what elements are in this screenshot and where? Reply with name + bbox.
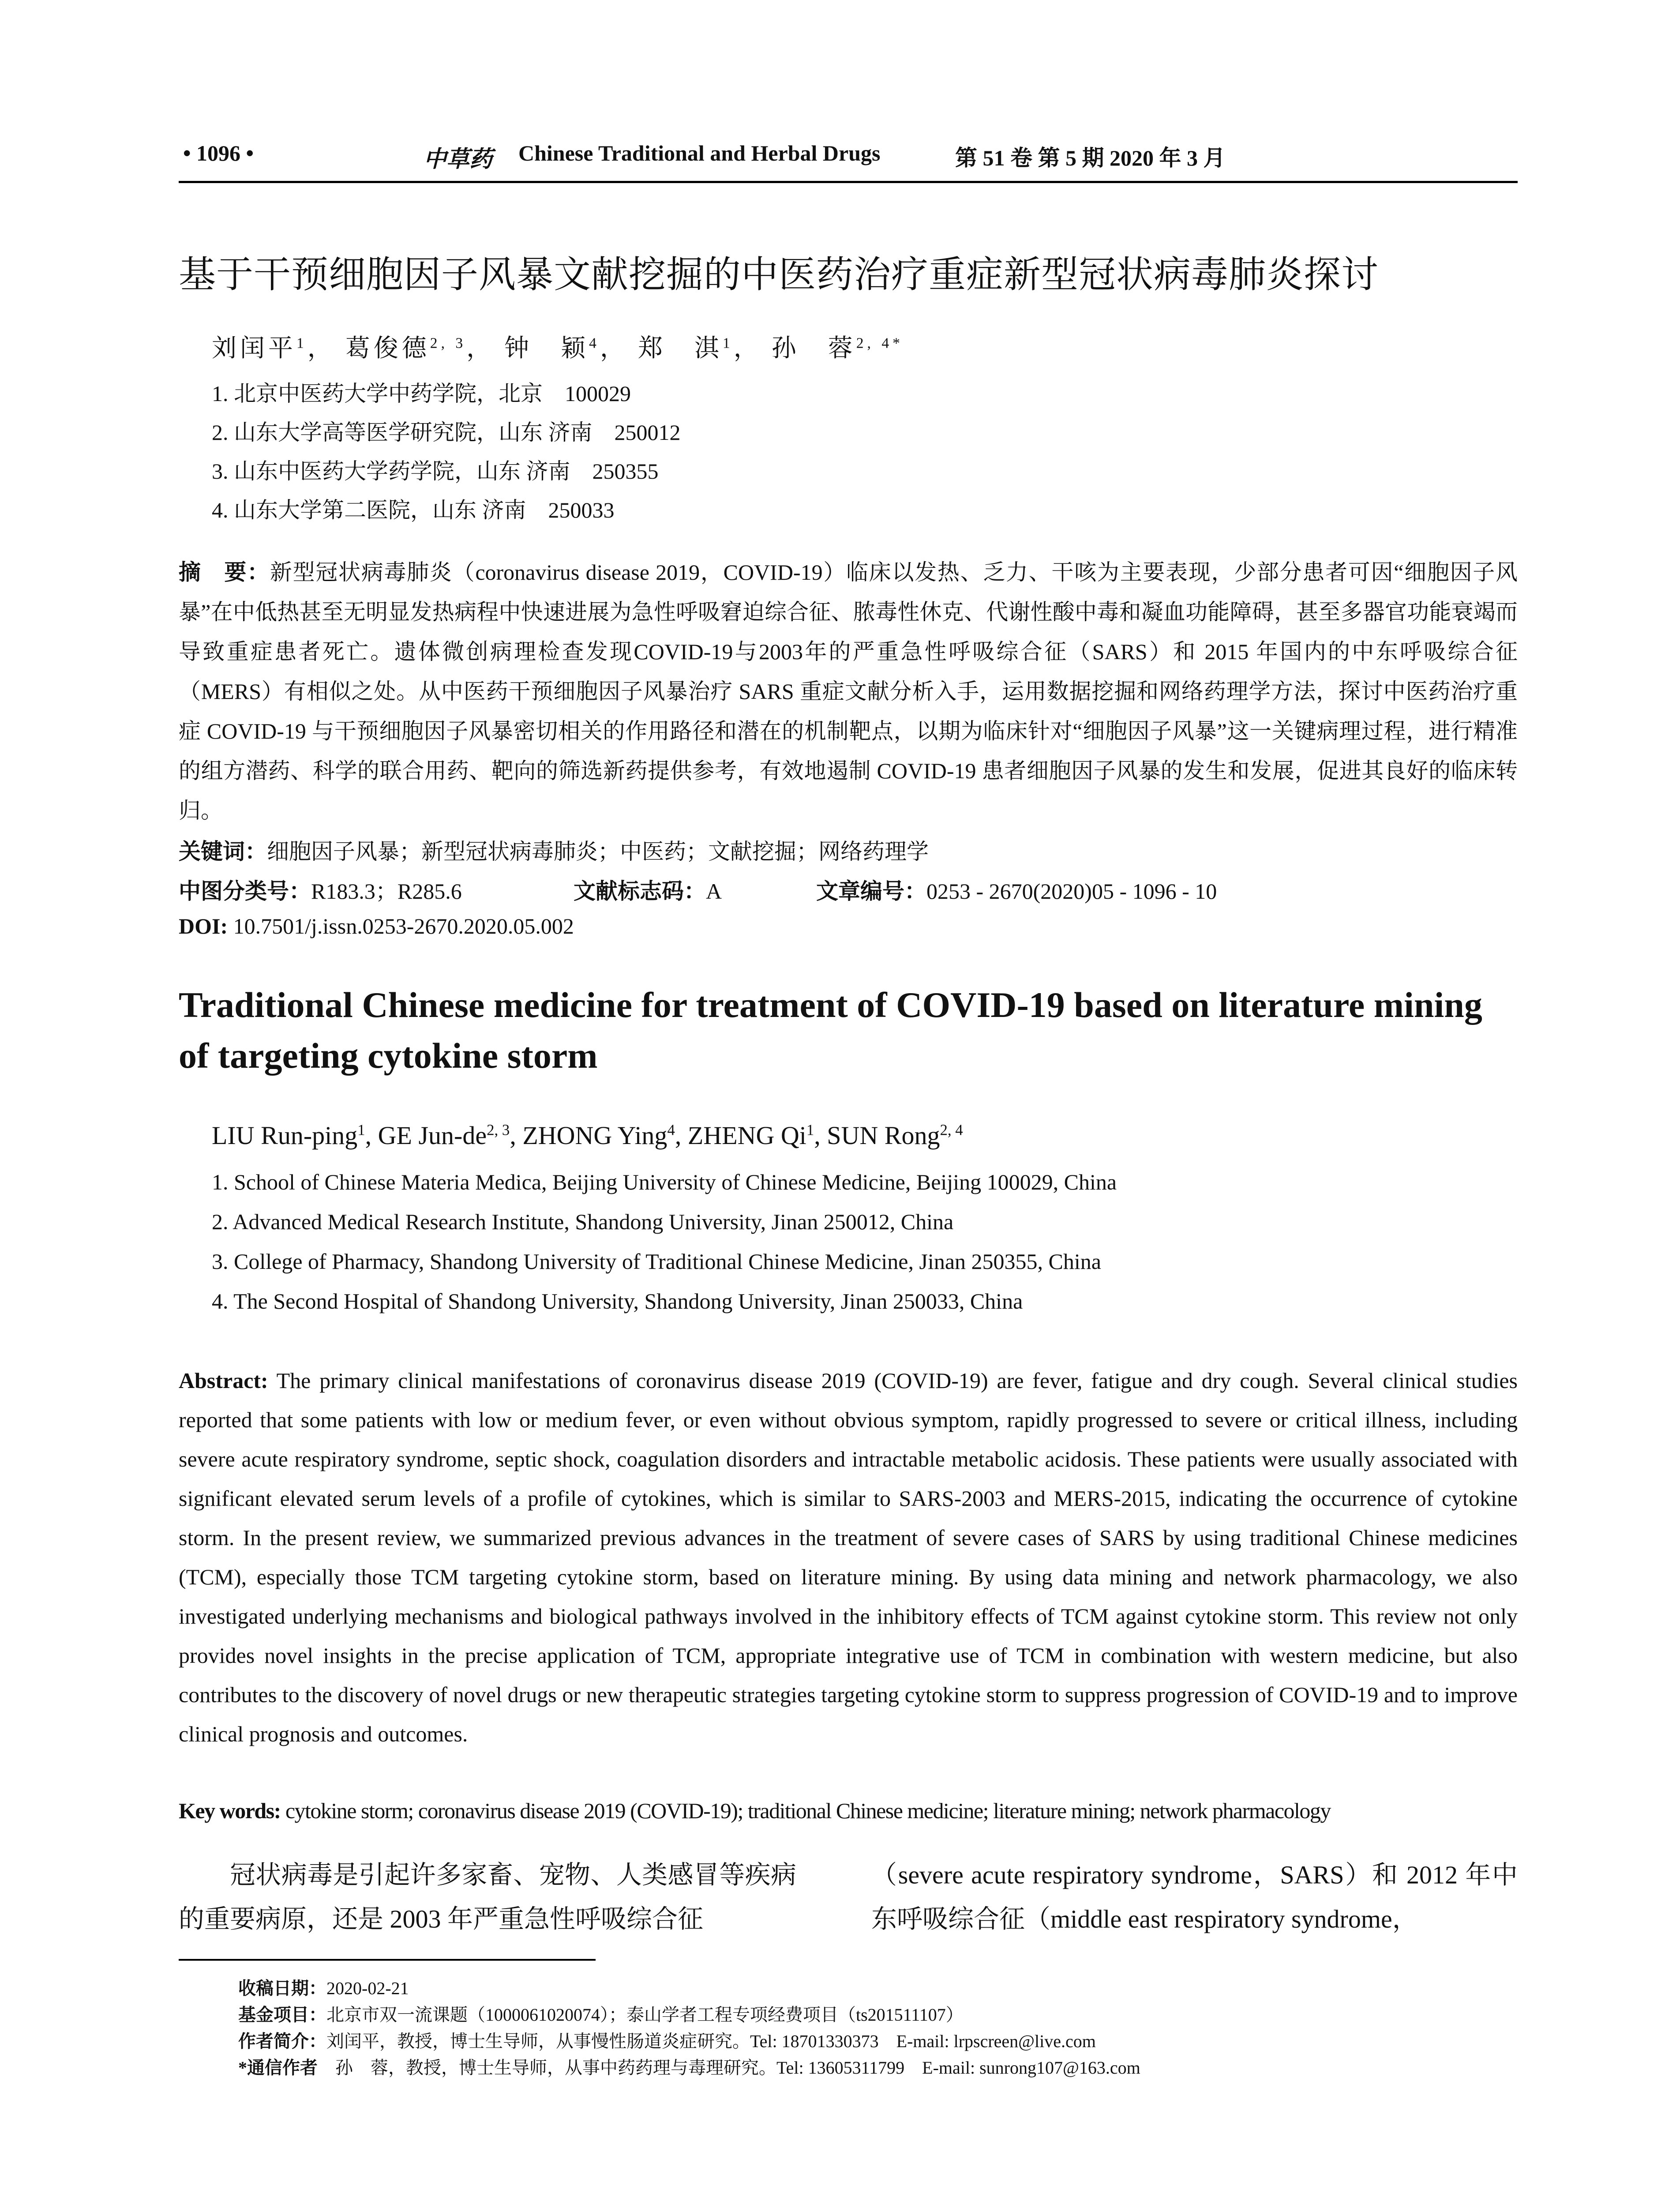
author-cn: 孙 蓉$^{2, 4*}$ [771,335,904,362]
abstract-cn-label: 摘 要： [179,560,270,585]
keywords-cn [179,834,929,866]
journal-logo: 中草药 [424,147,493,172]
author-cn: 郑 淇$^1$ [638,335,734,362]
clc-value: R183.3；R285.6 [311,879,462,904]
doc-code-label: 文献标志码： [574,879,706,904]
doc-code-value: A [706,879,722,904]
keywords-cn-label: 关键词： [179,839,267,864]
header-rule [179,181,1518,183]
body-column-right: （severe acute respiratory syndrome，SARS）和 2012 年中东呼吸综合征（middle east respiratory syndrome， [871,1861,1518,1933]
abstract-en-text: The primary clinical manifestations of coronavirus disease 2019 (COVID-19) are fever, fatigue and dry cough. Several clinical studies reported that some patients with low or medium fever, or even without obvious symptom, rapidly progressed to severe or critical illness, including severe acute respiratory syndrome, septic shock, coagulation disorders and intractable metabolic acidosis. These patients were usually associated with significant elevated serum levels of a profile of cytokines, which is similar to SARS-2003 and MERS-2015, indicating the occurrence of cytokine storm. In the present review, we summarized previous advances in the treatment of severe cases of SARS by using traditional Chinese medicines (TCM), especially those TCM targeting cytokine storm, based on literature mining. By using data mining and network pharmacology, we also investigated underlying mechanisms and biological pathways involved in the inhibitory effects of TCM against cytokine storm. This review not only provides novel insights in the precise application of TCM, appropriate integrative use of TCM in combination with western medicine, but also contributes to the discovery of novel drugs or new therapeutic strategies targeting cytokine storm to suppress progression of COVID-19 and to improve clinical prognosis and outcomes. [179,1368,1518,1746]
article-no-value: 0253 - 2670(2020)05 - 1096 - 10 [926,879,1217,904]
affiliation-cn: 3. 山东中医药大学药学院，山东 济南 250355 [212,459,659,484]
abstract-en [179,1361,1518,1754]
authors-cn: 刘闰平$^1$， 葛俊德$^{2, 3}$， 钟 颖$^4$， 郑 淇$^1$， 孙 蓉$^{2, 4*}$ [212,335,904,362]
page-title-cn: 基于干预细胞因子风暴文献挖掘的中医药治疗重症新型冠状病毒肺炎探讨 [179,253,1379,296]
keywords-en-label: Key words: [179,1798,281,1823]
doi-value[interactable]: 10.7501/j.issn.0253-2670.2020.05.002 [233,914,574,938]
affiliation-en: 2. Advanced Medical Research Institute, Shandong University, Jinan 250012, China [212,1209,954,1234]
author-en: SUN Rong$^{2, 4}$ [827,1121,963,1150]
keywords-en-text: cytokine storm; coronavirus disease 2019 (COVID-19); traditional Chinese medicine; literature mining; network pharmacology [285,1798,1331,1823]
footnote-corresponding: *通信作者 孙 蓉，教授，博士生导师，从事中药药理与毒理研究。Tel: 13605311799 E-mail: sunrong107@163.com [238,2058,1140,2078]
authors-en: LIU Run-ping$^1$, GE Jun-de$^{2, 3}$, ZHONG Ying$^4$, ZHENG Qi$^1$, SUN Rong$^{2, 4}$ [212,1121,963,1150]
author-en: ZHONG Ying$^4$ [522,1121,675,1150]
article-no-label: 文章编号： [816,879,926,904]
article-no-line [816,874,1217,905]
affiliation-cn: 4. 山东大学第二医院，山东 济南 250033 [212,498,615,522]
clc-line [179,874,462,905]
doi-line [179,913,574,939]
doi-label: DOI: [179,914,228,938]
footnote-received: 收稿日期：2020-02-21 [238,1978,409,1998]
clc-label: 中图分类号： [179,879,311,904]
body-column-left: 冠状病毒是引起许多家畜、宠物、人类感冒等疾病的重要病原，还是 2003 年严重急性呼吸综合征 [179,1861,796,1933]
abstract-cn-text: 新型冠状病毒肺炎（coronavirus disease 2019，COVID-19）临床以发热、乏力、干咳为主要表现，少部分患者可因“细胞因子风暴”在中低热甚至无明显发热病程中快速进展为急性呼吸窘迫综合征、脓毒性休克、代谢性酸中毒和凝血功能障碍，甚至多器官功能衰竭而导致重症患者死亡。遗体微创病理检查发现COVID-19与2003年的严重急性呼吸综合征（SARS）和 2015 年国内的中东呼吸综合征（MERS）有相似之处。从中医药干预细胞因子风暴治疗 SARS 重症文献分析入手，运用数据挖掘和网络药理学方法，探讨中医药治疗重症 COVID-19 与干预细胞因子风暴密切相关的作用路径和潜在的机制靶点，以期为临床针对“细胞因子风暴”这一关键病理过程，进行精准的组方潜药、科学的联合用药、靶向的筛选新药提供参考，有效地遏制 COVID-19 患者细胞因子风暴的发生和发展，促进其良好的临床转归。 [179,560,1518,823]
affiliation-en: 1. School of Chinese Materia Medica, Beijing University of Chinese Medicine, Beijing 100029, China [212,1170,1117,1194]
abstract-cn [179,552,1518,830]
affiliation-en: 4. The Second Hospital of Shandong University, Shandong University, Jinan 250033, China [212,1289,1023,1313]
author-cn: 刘闰平$^1$ [212,335,308,362]
journal-name: Chinese Traditional and Herbal Drugs [518,141,881,165]
keywords-en [179,1798,1331,1823]
author-en: LIU Run-ping$^1$ [212,1121,365,1150]
footnote-fund: 基金项目：北京市双一流课题（1000061020074）；泰山学者工程专项经费项目（ts201511107） [238,2005,964,2025]
footnote-rule [179,1959,596,1961]
author-cn: 钟 颖$^4$ [504,335,600,362]
author-cn: 葛俊德$^{2, 3}$ [345,335,467,362]
affiliation-cn: 1. 北京中医药大学中药学院，北京 100029 [212,381,631,406]
affiliation-en: 3. College of Pharmacy, Shandong University of Traditional Chinese Medicine, Jinan 250355, China [212,1249,1101,1274]
affiliation-cn: 2. 山东大学高等医学研究院，山东 济南 250012 [212,420,681,445]
page-number: • 1096 • [183,141,254,165]
page-title-en: Traditional Chinese medicine for treatment of COVID-19 based on literature mining of targeting cytokine storm [179,985,1482,1076]
author-en: ZHENG Qi$^1$ [687,1121,814,1150]
abstract-en-label: Abstract: [179,1368,268,1393]
doc-code-line [574,874,722,905]
journal-issue: 第 51 卷 第 5 期 2020 年 3 月 [955,146,1226,170]
keywords-cn-text: 细胞因子风暴；新型冠状病毒肺炎；中医药；文献挖掘；网络药理学 [267,839,929,864]
author-en: GE Jun-de$^{2, 3}$ [378,1121,510,1150]
footnote-author: 作者简介：刘闰平，教授，博士生导师，从事慢性肠道炎症研究。Tel: 18701330373 E-mail: lrpscreen@live.com [238,2031,1096,2051]
